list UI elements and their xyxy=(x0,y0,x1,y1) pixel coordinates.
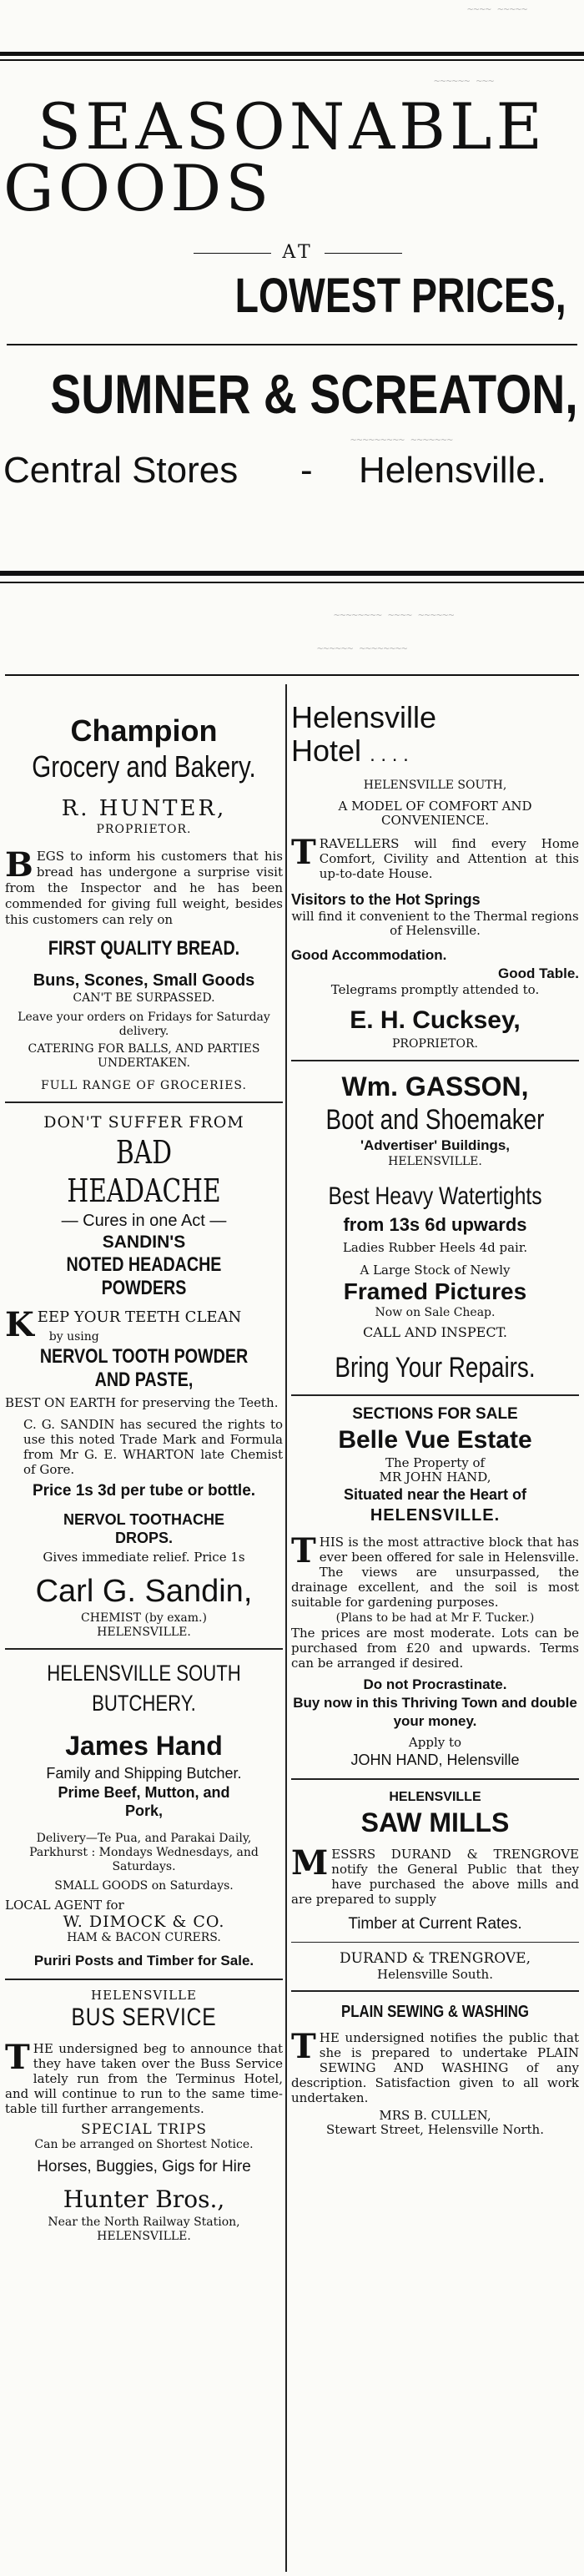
hotel-travellers: TRAVELLERS will find every Home Comfort, Civility and Attention at this up-to-date House. xyxy=(291,833,579,881)
hotel-visitors: Visitors to the Hot Springs xyxy=(291,891,481,908)
gasson-heels: Ladies Rubber Heels 4d pair. xyxy=(342,1240,528,1255)
banner-mid-rule xyxy=(7,344,577,345)
bakery-dropcap: B xyxy=(5,845,33,885)
hotel-accommodation: Good Accommodation. xyxy=(291,947,447,963)
column-divider xyxy=(285,684,287,2572)
sandin-paste: AND PASTE, xyxy=(94,1369,194,1391)
belle-vue-ad xyxy=(291,1404,579,1770)
bus-title-2: BUS SERVICE xyxy=(71,2004,217,2031)
sandin-chemist-ad xyxy=(5,1112,283,1640)
gasson-name: Wm. GASSON, xyxy=(341,1071,529,1101)
banner-at: AT xyxy=(271,242,325,264)
gasson-buildings: 'Advertiser' Buildings, xyxy=(360,1137,511,1153)
estate-town: HELENSVILLE. xyxy=(370,1506,501,1525)
gasson-town: HELENSVILLE. xyxy=(388,1155,482,1168)
bus-bros: Hunter Bros., xyxy=(63,2185,225,2213)
gasson-from: from 13s 6d upwards xyxy=(343,1214,527,1235)
butchery-dimock: W. DIMOCK & CO. xyxy=(63,1913,225,1931)
sandin-dropcap: K xyxy=(5,1305,34,1344)
columns-top-rule xyxy=(5,674,579,676)
estate-contact: JOHN HAND, Helensville xyxy=(350,1752,520,1768)
bakery-subtitle: Grocery and Bakery. xyxy=(32,749,256,784)
bleed-through-text: ~~~~~~~~ ~~~~ ~~~~~~ xyxy=(334,609,455,621)
sandin-headache: BAD HEADACHE xyxy=(67,1134,221,1209)
bakery-first-quality: FIRST QUALITY BREAD. xyxy=(48,937,240,960)
left-column xyxy=(5,684,283,2572)
separator xyxy=(5,1979,283,1980)
bleed-through-text: ~~~~~~~~~ ~~~~~~~ xyxy=(350,434,453,446)
gasson-trade: Boot and Shoemaker xyxy=(325,1104,545,1136)
bus-title-1: HELENSVILLE xyxy=(91,1988,197,2003)
butchery-title-1: HELENSVILLE SOUTH xyxy=(47,1661,241,1686)
sandin-town: HELENSVILLE. xyxy=(97,1626,191,1639)
separator xyxy=(291,1778,579,1780)
hotel-place: HELENSVILLE SOUTH, xyxy=(363,779,507,792)
sewing-ad xyxy=(291,2000,579,2137)
hotel-role: PROPRIETOR. xyxy=(392,1037,478,1051)
butchery-name: James Hand xyxy=(65,1731,223,1761)
bakery-orders: Leave your orders on Fridays for Saturday delivery. xyxy=(18,1011,270,1038)
sandin-relief: Gives immediate relief. Price 1s xyxy=(43,1550,245,1565)
bus-service-ad xyxy=(5,1989,283,2244)
hotel-ad xyxy=(291,701,579,1051)
gasson-stock: A Large Stock of Newly xyxy=(360,1263,511,1278)
gasson-repairs: Bring Your Repairs. xyxy=(335,1352,536,1384)
sandin-dont-suffer: DON'T SUFFER FROM xyxy=(43,1113,244,1132)
bus-town: HELENSVILLE. xyxy=(97,2230,191,2243)
sandin-chemist: CHEMIST (by exam.) xyxy=(81,1611,207,1625)
banner-top-rule-thin xyxy=(0,59,584,61)
separator xyxy=(291,1990,579,1992)
gasson-ad xyxy=(291,1070,579,1386)
hotel-title-2: Hotel . . . . xyxy=(291,733,409,768)
bus-special: SPECIAL TRIPS xyxy=(80,2121,208,2138)
estate-apply: Apply to xyxy=(408,1735,462,1750)
sandin-carl: Carl G. Sandin, xyxy=(35,1574,253,1609)
bakery-groceries: FULL RANGE OF GROCERIES. xyxy=(41,1079,247,1092)
bleed-through-text: ~~~~ ~~~~~ xyxy=(467,3,528,15)
estate-sections: SECTIONS FOR SALE xyxy=(352,1405,518,1423)
sewing-address: Stewart Street, Helensville North. xyxy=(325,2122,544,2137)
sandin-keep-teeth: KEEP YOUR TEETH CLEAN by using xyxy=(5,1305,242,1344)
right-column xyxy=(291,684,579,2572)
butchery-smallgoods: SMALL GOODS on Saturdays. xyxy=(54,1879,234,1893)
banner-stores: Central Stores xyxy=(3,450,239,491)
separator xyxy=(291,1394,579,1396)
mills-timber: Timber at Current Rates. xyxy=(348,1915,522,1933)
banner-firm-name: SUMNER & SCREATON, xyxy=(50,363,578,425)
banner-bottom-rule xyxy=(0,571,584,576)
separator xyxy=(291,1060,579,1061)
hotel-owner: E. H. Cucksey, xyxy=(350,1006,521,1034)
bakery-owner: R. HUNTER, xyxy=(61,796,227,821)
hotel-model: A MODEL OF COMFORT AND CONVENIENCE. xyxy=(338,799,532,828)
mills-firm: DURAND & TRENGROVE, xyxy=(339,1950,531,1967)
sandin-drops: NERVOL TOOTHACHE DROPS. xyxy=(63,1511,225,1546)
gasson-watertights: Best Heavy Watertights xyxy=(328,1182,542,1210)
sandin-cures: — Cures in one Act — xyxy=(61,1212,227,1230)
butchery-agent: LOCAL AGENT for xyxy=(5,1898,124,1913)
butchery-ad xyxy=(5,1658,283,1970)
banner-top-rule xyxy=(0,52,584,56)
hotel-telegrams: Telegrams promptly attended to. xyxy=(330,982,540,997)
bakery-buns: Buns, Scones, Small Goods xyxy=(33,971,255,990)
sandin-best: BEST ON EARTH for preserving the Teeth. xyxy=(5,1395,279,1410)
sewing-title: PLAIN SEWING & WASHING xyxy=(341,2003,529,2021)
bus-horses: Horses, Buggies, Gigs for Hire xyxy=(37,2158,251,2175)
bus-arranged: Can be arranged on Shortest Notice. xyxy=(34,2138,254,2151)
estate-name: Belle Vue Estate xyxy=(338,1426,532,1454)
butchery-title-2: BUTCHERY. xyxy=(92,1691,196,1716)
estate-situated: Situated near the Heart of xyxy=(343,1486,527,1503)
butchery-curers: HAM & BACON CURERS. xyxy=(67,1931,221,1944)
sewing-body: THE undersigned notifies the public that she is prepared to undertake PLAIN SEWING AND WASHING of any description. Satisfaction given to all work undertaken. xyxy=(291,2027,579,2105)
hotel-convenient: will find it convenient to the Thermal regions of Helensville. xyxy=(291,909,579,938)
bus-near: Near the North Railway Station, xyxy=(48,2216,240,2229)
banner-line-seasonable: SEASONABLE xyxy=(38,89,546,164)
gasson-sale: Now on Sale Cheap. xyxy=(375,1306,496,1319)
mills-town: Helensville South. xyxy=(377,1967,493,1982)
estate-prices: The prices are most moderate. Lots can be purchased from £20 and upwards. Terms can be arranged if desired. xyxy=(291,1626,579,1671)
butchery-puriri: Puriri Posts and Timber for Sale. xyxy=(33,1953,254,1969)
estate-property: The Property of xyxy=(385,1455,486,1470)
estate-plans: (Plans to be had at Mr F. Tucker.) xyxy=(335,1611,535,1625)
sandin-nervol: NERVOL TOOTH POWDER xyxy=(39,1345,249,1368)
bakery-body: BEGS to inform his customers that his bread has undergone a surprise visit from the Inspector and he has been commended for giving full weight, besides this customers can rely on xyxy=(5,845,283,927)
butchery-family: Family and Shipping Butcher. xyxy=(46,1765,242,1782)
gasson-pictures: Framed Pictures xyxy=(343,1278,527,1304)
estate-procrastinate: Do not Procrastinate. xyxy=(363,1676,507,1692)
gasson-call: CALL AND INSPECT. xyxy=(363,1324,507,1340)
mills-title-2: SAW MILLS xyxy=(360,1807,510,1837)
estate-body: THIS is the most attractive block that has ever been offered for sale in Helensville. The views are unsurpassed, the drainage excellent, and the soil is most suitable for gardening purposes. xyxy=(291,1531,579,1610)
separator xyxy=(291,1942,579,1943)
banner-line-goods: GOODS xyxy=(3,151,274,225)
mills-dropcap: M xyxy=(291,1843,329,1883)
banner-town: Helensville. xyxy=(359,450,546,491)
bakery-catering: CATERING FOR BALLS, AND PARTIES UNDERTAKEN. xyxy=(28,1042,260,1070)
separator xyxy=(5,1648,283,1650)
separator xyxy=(5,1101,283,1103)
bleed-through-text: ~~~~~~ ~~~~~~~~ xyxy=(317,643,408,654)
bus-dropcap: T xyxy=(5,2038,30,2077)
bus-body: THE undersigned beg to announce that they have taken over the Buss Service lately run from the Terminus Hotel, and will continue to run to the same time-table till further arrangements. xyxy=(5,2038,283,2116)
sandin-name: SANDIN'S xyxy=(102,1233,186,1252)
sandin-powders: NOTED HEADACHE POWDERS xyxy=(66,1253,222,1299)
sandin-secured: C. G. SANDIN has secured the rights to use this noted Trade Mark and Formula from Mr G. E. WHARTON late Chemist of Gore. xyxy=(23,1417,283,1477)
saw-mills-ad xyxy=(291,1788,579,1982)
bakery-title: Champion xyxy=(70,713,218,748)
estate-buy: Buy now in this Thriving Town and double your money. xyxy=(293,1695,577,1729)
banner-dash: - xyxy=(300,450,313,491)
bakery-role: PROPRIETOR. xyxy=(96,823,192,836)
hunter-bakery-ad xyxy=(5,713,283,1093)
banner-bottom-rule-thin xyxy=(0,582,584,583)
banner-lowest-prices: LOWEST PRICES, xyxy=(234,269,566,323)
sandin-price: Price 1s 3d per tube or bottle. xyxy=(32,1482,256,1500)
estate-owner: MR JOHN HAND, xyxy=(379,1469,491,1485)
hotel-dropcap: T xyxy=(291,833,316,872)
hotel-table: Good Table. xyxy=(498,965,579,981)
bakery-surpassed: CAN'T BE SURPASSED. xyxy=(73,991,215,1005)
hotel-title-1: Helensville xyxy=(291,700,437,734)
butchery-delivery: Delivery—Te Pua, and Parakai Daily, Parkhurst : Mondays Wednesdays, and Saturdays. xyxy=(29,1832,259,1873)
butchery-prime: Prime Beef, Mutton, and Pork, xyxy=(58,1784,230,1819)
mills-body: MESSRS DURAND & TRENGROVE notify the General Public that they have purchased the above mills and are prepared to supply xyxy=(291,1843,579,1907)
sewing-dropcap: T xyxy=(291,2027,316,2066)
sewing-name: MRS B. CULLEN, xyxy=(379,2108,491,2123)
mills-title-1: HELENSVILLE xyxy=(389,1790,481,1804)
estate-dropcap: T xyxy=(291,1531,316,1570)
bleed-through-text: ~~~~~~ ~~~ xyxy=(434,75,495,87)
